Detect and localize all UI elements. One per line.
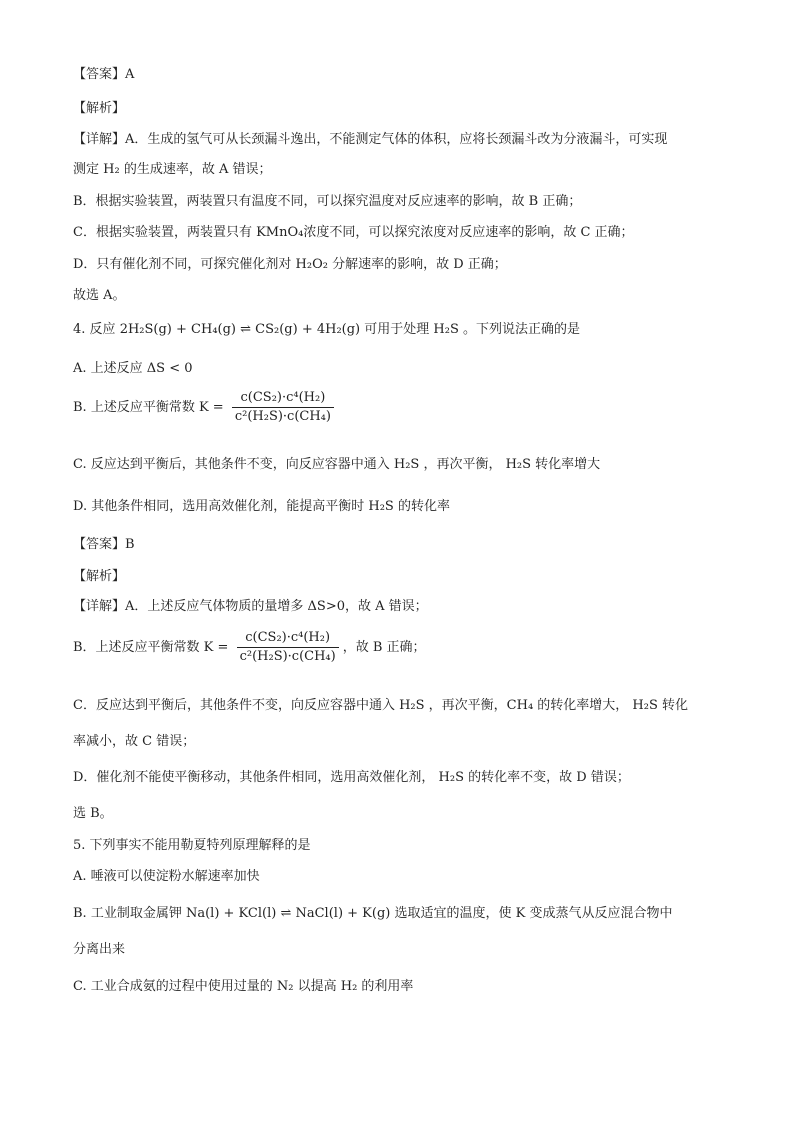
detail-option-d: D．只有催化剂不同，可探究催化剂对 H₂O₂ 分解速率的影响，故 D 正确； — [73, 257, 507, 272]
detail-option-d: D．催化剂不能使平衡移动，其他条件相同，选用高效催化剂， H₂S 的转化率不变，故 D 错误； — [73, 770, 630, 785]
question-5-option-c: C. 工业合成氨的过程中使用过量的 N₂ 以提高 H₂ 的利用率 — [73, 979, 414, 994]
conclusion: 选 B。 — [73, 806, 113, 821]
answer-value: A — [125, 67, 135, 82]
reaction-equation: 2H₂S(g) + CH₄(g) ⇌ CS₂(g) + 4H₂(g) — [119, 322, 361, 337]
question-5-option-a: A. 唾液可以使淀粉水解速率加快 — [73, 869, 260, 884]
question-4-option-d: D. 其他条件相同，选用高效催化剂，能提高平衡时 H₂S 的转化率 — [73, 499, 450, 514]
detail-tag: 【详解】 — [73, 599, 126, 614]
fraction-numerator: c(CS₂)·c⁴(H₂) — [232, 390, 334, 408]
analysis-tag: 【解析】 — [73, 569, 126, 584]
question-4-stem-suffix: 可用于处理 H₂S 。下列说法正确的是 — [364, 322, 580, 337]
detail-option-a-text: A．上述反应气体物质的量增多 ΔS>0，故 A 错误； — [125, 599, 428, 614]
detail-option-b: B．根据实验装置，两装置只有温度不同，可以探究温度对反应速率的影响，故 B 正确； — [73, 194, 582, 209]
question-4-option-b — [73, 390, 338, 425]
question-5-option-b-continued: 分离出来 — [73, 942, 126, 957]
answer-tag: 【答案】 — [73, 67, 126, 82]
equilibrium-constant-fraction — [237, 630, 339, 665]
detail-option-b — [73, 630, 426, 665]
question-4-option-c: C. 反应达到平衡后，其他条件不变，向反应容器中通入 H₂S ，再次平衡， H₂S 转化率增大 — [73, 457, 601, 472]
option-b-suffix: 选取适宜的温度，使 K 变成蒸气从反应混合物中 — [394, 906, 673, 921]
question-5-stem: 5. 下列事实不能用勒夏特列原理解释的是 — [73, 838, 311, 853]
option-b-text: B. 上述反应平衡常数 K = — [73, 400, 224, 415]
detail-option-c-continued: 率减小，故 C 错误； — [73, 734, 196, 749]
detail-option-a-continued: 测定 H₂ 的生成速率，故 A 错误； — [73, 162, 272, 177]
detail-option-b-text: B．上述反应平衡常数 K = — [73, 640, 229, 655]
detail-option-a-text: A．生成的氢气可从长颈漏斗逸出，不能测定气体的体积，应将长颈漏斗改为分液漏斗，可实现 — [125, 132, 668, 147]
conclusion: 故选 A。 — [73, 288, 126, 303]
detail-tag: 【详解】 — [73, 132, 126, 147]
detail-line-a1 — [73, 131, 667, 149]
answer-line — [73, 66, 134, 84]
fraction-numerator: c(CS₂)·c⁴(H₂) — [237, 630, 339, 648]
detail-line-a — [73, 598, 428, 616]
question-5-option-b — [73, 905, 672, 923]
fraction-denominator: c²(H₂S)·c(CH₄) — [239, 649, 336, 664]
detail-option-c: C．反应达到平衡后，其他条件不变，向反应容器中通入 H₂S ，再次平衡，CH₄ 的转化率增大， H₂S 转化 — [73, 698, 689, 713]
analysis-tag: 【解析】 — [73, 101, 126, 116]
reaction-equation: Na(l) + KCl(l) ⇌ NaCl(l) + K(g) — [185, 906, 391, 921]
detail-option-b-suffix: ，故 B 正确； — [342, 640, 426, 655]
question-4-stem-prefix: 4. 反应 — [73, 322, 116, 337]
answer-tag: 【答案】 — [73, 537, 126, 552]
question-4-option-a: A. 上述反应 ΔS < 0 — [73, 361, 193, 376]
answer-value: B — [125, 537, 135, 552]
equilibrium-constant-fraction — [232, 390, 334, 425]
option-b-text: B. 工业制取金属钾 — [73, 906, 182, 921]
detail-option-c: C．根据实验装置，两装置只有 KMnO₄浓度不同，可以探究浓度对反应速率的影响，故 C 正确； — [73, 225, 634, 240]
answer-line — [73, 536, 135, 554]
fraction-denominator: c²(H₂S)·c(CH₄) — [234, 409, 331, 424]
question-4-stem — [73, 321, 580, 339]
